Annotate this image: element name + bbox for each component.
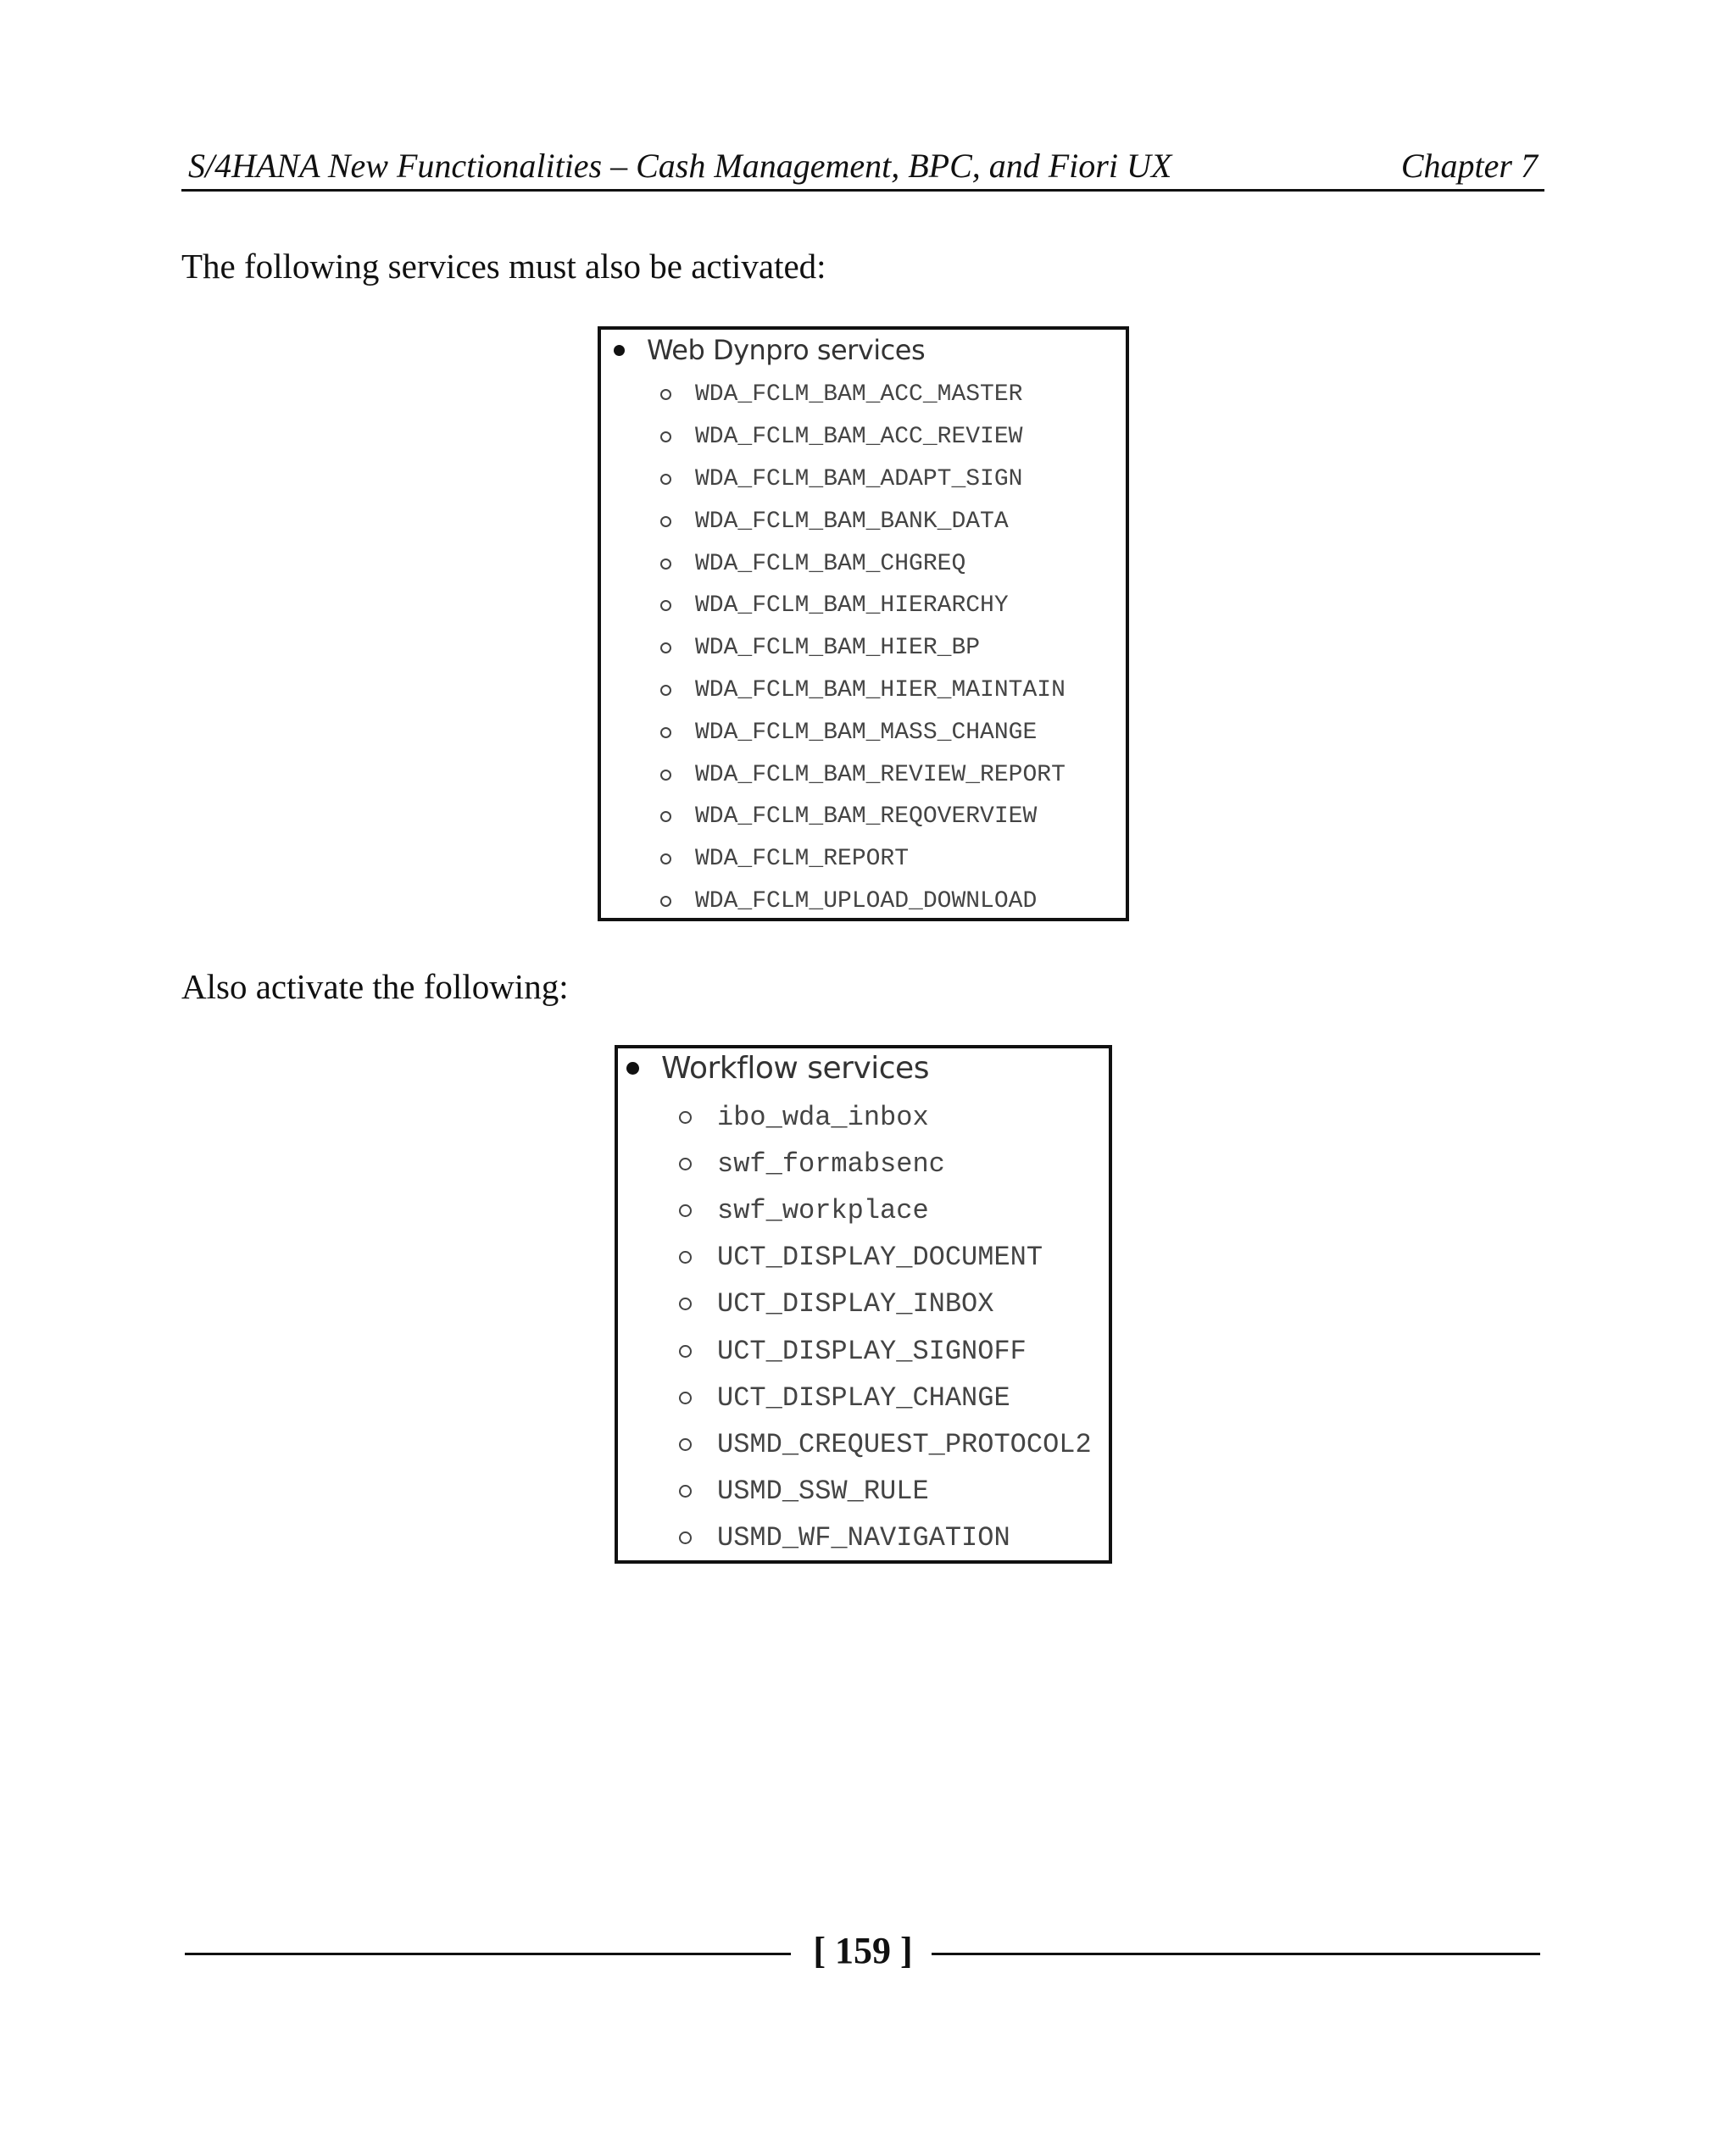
list-item — [679, 1187, 1092, 1234]
bullet-circle-icon — [679, 1392, 692, 1404]
service-name: UCT_DISPLAY_CHANGE — [717, 1381, 1010, 1414]
bullet-circle-icon — [679, 1438, 692, 1451]
bullet-circle-icon — [660, 727, 671, 738]
workflow-service-list — [679, 1094, 1092, 1561]
footer-rule-right — [932, 1953, 1540, 1955]
list-item — [679, 1094, 1092, 1141]
service-name: WDA_FCLM_BAM_REQOVERVIEW — [695, 803, 1038, 831]
service-name: WDA_FCLM_UPLOAD_DOWNLOAD — [695, 887, 1038, 914]
service-name: WDA_FCLM_BAM_REVIEW_REPORT — [695, 761, 1066, 788]
bullet-circle-icon — [679, 1485, 692, 1498]
service-name: swf_formabsenc — [717, 1148, 945, 1181]
service-name: swf_workplace — [717, 1195, 929, 1227]
list-item — [660, 838, 1066, 881]
service-name: WDA_FCLM_BAM_HIER_MAINTAIN — [695, 676, 1066, 703]
workflow-services-figure — [615, 1045, 1112, 1564]
service-name: WDA_FCLM_BAM_ACC_REVIEW — [695, 424, 1023, 451]
bullet-circle-icon — [679, 1298, 692, 1310]
service-name: WDA_FCLM_BAM_HIERARCHY — [695, 592, 1009, 620]
service-name: UCT_DISPLAY_INBOX — [717, 1288, 994, 1320]
workflow-heading — [626, 1051, 929, 1086]
list-item — [660, 416, 1066, 459]
bullet-circle-icon — [660, 431, 671, 442]
list-item — [660, 670, 1066, 712]
second-paragraph: Also activate the following: — [181, 967, 569, 1006]
list-item — [679, 1468, 1092, 1515]
list-item — [679, 1421, 1092, 1468]
bullet-dot-icon — [614, 345, 625, 356]
workflow-heading-text: Workflow services — [661, 1051, 929, 1086]
bullet-circle-icon — [660, 559, 671, 570]
list-item — [679, 1234, 1092, 1281]
list-item — [679, 1375, 1092, 1421]
service-name: UCT_DISPLAY_DOCUMENT — [717, 1242, 1043, 1274]
list-item — [660, 627, 1066, 670]
bullet-circle-icon — [660, 642, 671, 653]
web-dynpro-heading-text: Web Dynpro services — [647, 334, 926, 366]
list-item — [660, 459, 1066, 501]
service-name: WDA_FCLM_REPORT — [695, 846, 910, 873]
web-dynpro-heading — [614, 334, 925, 366]
web-dynpro-service-list — [660, 374, 1066, 922]
service-name: WDA_FCLM_BAM_CHGREQ — [695, 550, 966, 577]
bullet-circle-icon — [679, 1531, 692, 1544]
list-item — [660, 796, 1066, 838]
bullet-circle-icon — [660, 896, 671, 907]
service-name: ibo_wda_inbox — [717, 1102, 929, 1134]
book-title: S/4HANA New Functionalities – Cash Management, BPC, and Fiori UX — [188, 147, 1172, 185]
service-name: WDA_FCLM_BAM_BANK_DATA — [695, 508, 1009, 535]
bullet-circle-icon — [660, 770, 671, 781]
list-item — [660, 500, 1066, 542]
bullet-circle-icon — [660, 811, 671, 822]
bullet-circle-icon — [679, 1251, 692, 1264]
list-item — [660, 711, 1066, 753]
bullet-circle-icon — [660, 853, 671, 864]
bullet-circle-icon — [660, 389, 671, 400]
intro-paragraph: The following services must also be activated: — [181, 247, 826, 286]
chapter-label: Chapter 7 — [1400, 147, 1538, 185]
list-item — [660, 585, 1066, 627]
list-item — [679, 1281, 1092, 1327]
list-item — [660, 374, 1066, 416]
page-number: [ 159 ] — [813, 1930, 913, 1971]
service-name: WDA_FCLM_BAM_ADAPT_SIGN — [695, 465, 1023, 492]
service-name: WDA_FCLM_BAM_ACC_MASTER — [695, 381, 1023, 409]
bullet-circle-icon — [660, 516, 671, 527]
bullet-circle-icon — [679, 1204, 692, 1217]
bullet-circle-icon — [679, 1111, 692, 1124]
list-item — [679, 1141, 1092, 1187]
list-item — [660, 542, 1066, 585]
service-name: USMD_CREQUEST_PROTOCOL2 — [717, 1428, 1092, 1460]
service-name: UCT_DISPLAY_SIGNOFF — [717, 1335, 1027, 1367]
bullet-circle-icon — [660, 600, 671, 611]
bullet-circle-icon — [660, 474, 671, 485]
bullet-circle-icon — [679, 1158, 692, 1170]
list-item — [679, 1327, 1092, 1374]
footer-rule-left — [185, 1953, 791, 1955]
service-name: USMD_SSW_RULE — [717, 1475, 929, 1507]
service-name: USMD_WF_NAVIGATION — [717, 1521, 1010, 1554]
bullet-circle-icon — [660, 685, 671, 696]
page-footer — [181, 1924, 1544, 1983]
bullet-circle-icon — [679, 1345, 692, 1358]
bullet-dot-icon — [626, 1062, 639, 1075]
list-item — [660, 753, 1066, 796]
running-header — [181, 142, 1544, 192]
service-name: WDA_FCLM_BAM_HIER_BP — [695, 635, 981, 662]
web-dynpro-services-figure — [598, 326, 1129, 921]
list-item — [679, 1515, 1092, 1561]
list-item — [660, 881, 1066, 923]
service-name: WDA_FCLM_BAM_MASS_CHANGE — [695, 719, 1038, 746]
